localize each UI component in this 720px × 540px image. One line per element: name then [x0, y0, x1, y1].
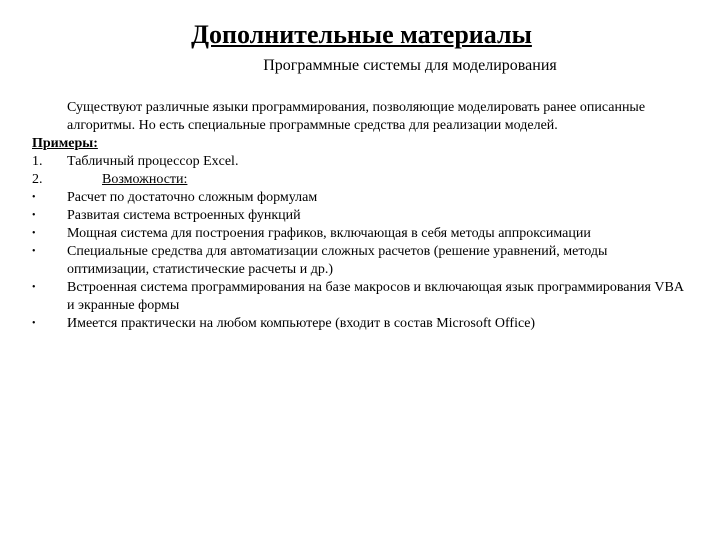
bullet-item [32, 243, 692, 279]
examples-heading: Примеры: [32, 136, 98, 151]
bullet-item-text: Мощная система для построения графиков, включающая в себя методы аппроксимации [67, 226, 591, 241]
bullet-item [32, 189, 692, 207]
intro-paragraph: Существуют различные языки программирования, позволяющие моделировать ранее описанные алгоритмы. Но есть специальные программные средства для реализации моделей. [67, 100, 646, 133]
slide-subtitle: Программные системы для моделирования [263, 57, 557, 74]
bullet-item-text: Расчет по достаточно сложным формулам [67, 190, 318, 205]
numbered-item-text: Возможности: [102, 172, 188, 187]
bullet-icon: • [32, 210, 36, 221]
bullet-icon: • [32, 318, 36, 329]
bullet-icon: • [32, 228, 36, 239]
bullet-item-text: Специальные средства для автоматизации сложных расчетов (решение уравнений, методы оптимизации, статистические расчеты и др.) [67, 244, 608, 277]
list-number: 1. [32, 154, 43, 169]
list-number: 2. [32, 172, 43, 187]
slide-title: Дополнительные материалы [191, 20, 532, 49]
bullet-item [32, 207, 692, 225]
slide-body [32, 99, 692, 333]
numbered-item-text: Табличный процессор Excel. [67, 154, 239, 169]
bullet-item [32, 225, 692, 243]
bullet-icon: • [32, 246, 36, 257]
bullet-item-text: Имеется практически на любом компьютере (входит в состав Microsoft Office) [67, 316, 536, 331]
bullet-item-text: Развитая система встроенных функций [67, 208, 301, 223]
bullet-item [32, 279, 692, 315]
bullet-item-text: Встроенная система программирования на базе макросов и включающая язык программирования VBA и экранные формы [67, 280, 684, 313]
numbered-item [32, 171, 692, 189]
bullet-item [32, 315, 692, 333]
bullet-icon: • [32, 192, 36, 203]
numbered-item [32, 153, 692, 171]
bullet-icon: • [32, 282, 36, 293]
